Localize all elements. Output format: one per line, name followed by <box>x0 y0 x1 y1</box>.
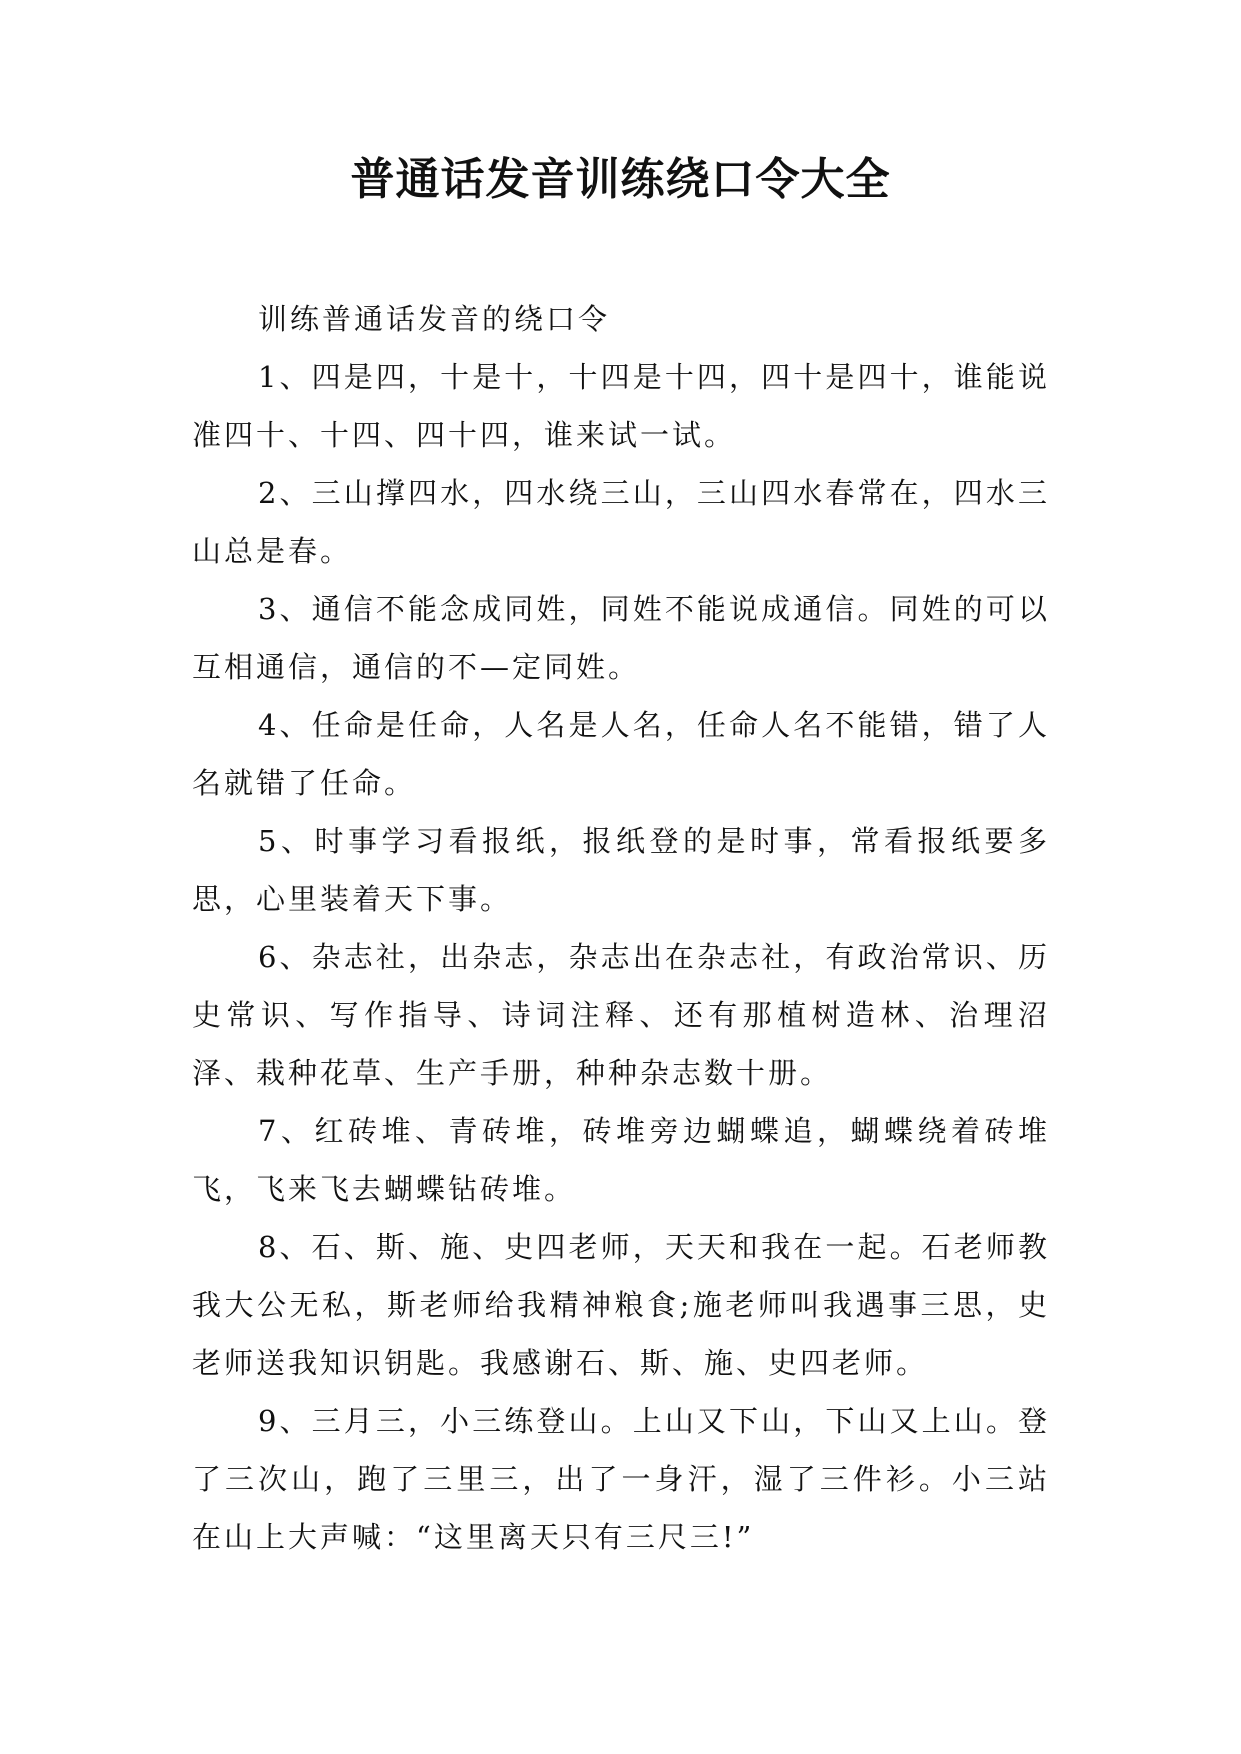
tongue-twister-9: 9、三月三，小三练登山。上山又下山，下山又上山。登了三次山，跑了三里三，出了一身汗，湿了三件衫。小三站在山上大声喊：“这里离天只有三尺三!” <box>192 1404 1050 1554</box>
document-body <box>192 290 1050 1566</box>
tongue-twister-4: 4、任命是任命，人名是人名，任命人名不能错，错了人名就错了任命。 <box>192 708 1050 800</box>
tongue-twister-7: 7、红砖堆、青砖堆，砖堆旁边蝴蝶追，蝴蝶绕着砖堆飞，飞来飞去蝴蝶钻砖堆。 <box>192 1114 1050 1206</box>
tongue-twister-3: 3、通信不能念成同姓，同姓不能说成通信。同姓的可以互相通信，通信的不—定同姓。 <box>192 592 1050 684</box>
tongue-twister-5: 5、时事学习看报纸，报纸登的是时事，常看报纸要多思，心里装着天下事。 <box>192 824 1050 916</box>
tongue-twister-1: 1、四是四，十是十，十四是十四，四十是四十，谁能说准四十、十四、四十四，谁来试一试。 <box>192 360 1050 452</box>
tongue-twister-2: 2、三山撑四水，四水绕三山，三山四水春常在，四水三山总是春。 <box>192 476 1050 568</box>
section-heading: 训练普通话发音的绕口令 <box>258 302 611 336</box>
tongue-twister-8: 8、石、斯、施、史四老师，天天和我在一起。石老师教我大公无私，斯老师给我精神粮食;施老师叫我遇事三思，史老师送我知识钥匙。我感谢石、斯、施、史四老师。 <box>192 1230 1050 1380</box>
document-title: 普通话发音训练绕口令大全 <box>350 154 891 205</box>
tongue-twister-6: 6、杂志社，出杂志，杂志出在杂志社，有政治常识、历史常识、写作指导、诗词注释、还有那植树造林、治理沼泽、栽种花草、生产手册，种种杂志数十册。 <box>192 940 1050 1090</box>
